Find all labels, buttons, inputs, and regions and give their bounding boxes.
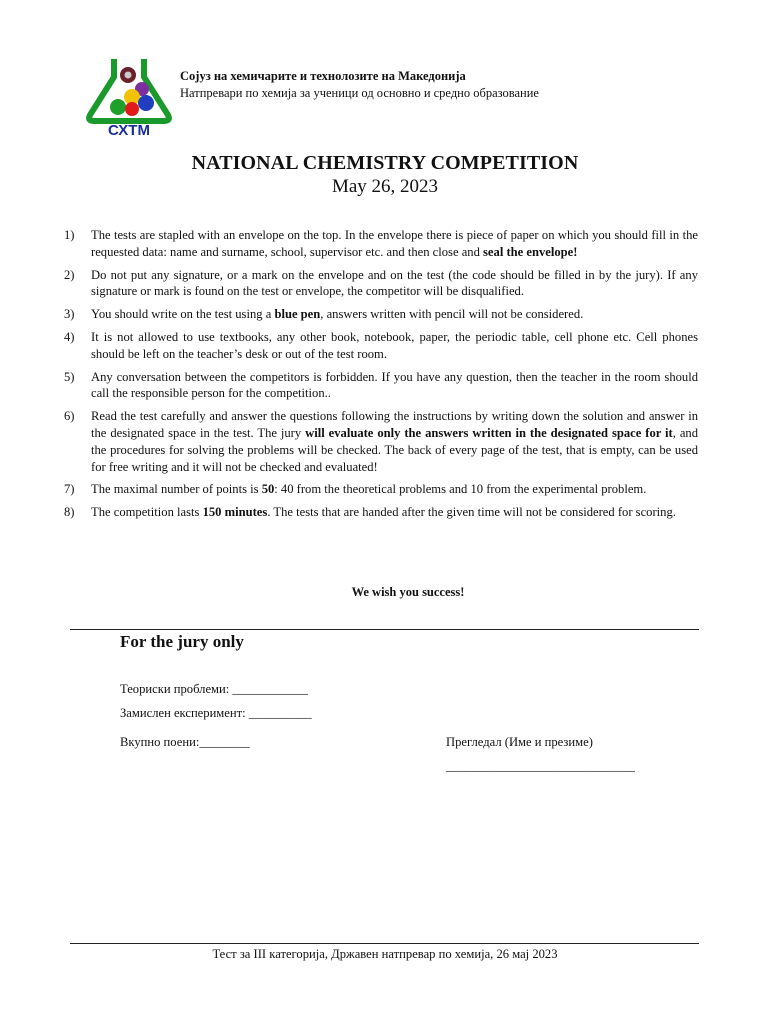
rule-text-part: . The tests that are handed after the given time will not be considered for scoring.: [267, 505, 676, 520]
rule-number: 8): [64, 505, 75, 520]
rule-text: [91, 369, 698, 403]
logo-text: СХТМ: [108, 122, 150, 137]
rule-number: 2): [64, 267, 75, 282]
rule-number: 6): [64, 409, 75, 424]
wish-message: We wish you success!: [351, 585, 465, 599]
rule-emphasis: blue pen: [274, 307, 321, 322]
experiment-field: Замислен експеримент: __________: [120, 706, 312, 720]
org-subtitle: Натпревари по хемија за ученици од основно и средно образование: [180, 86, 539, 100]
rule-text: [91, 306, 698, 323]
divider-bottom: [70, 943, 699, 944]
rule-text-part: The maximal number of points is: [91, 482, 262, 497]
schtm-logo: [84, 55, 174, 137]
rule-item: [64, 267, 698, 301]
rule-text-part: Any conversation between the competitors is forbidden. If you have any question, then the teacher in the room should call the responsible person for the competition..: [91, 369, 698, 401]
jury-section-title: For the jury only: [120, 632, 244, 651]
competition-date: May 26, 2023: [331, 176, 439, 197]
organization-header: [180, 68, 539, 102]
rule-text-part: It is not allowed to use textbooks, any other book, notebook, paper, the periodic table, cell phone etc. Cell phones should be left on the teacher’s desk or out of the test room.: [91, 329, 698, 361]
page-title: NATIONAL CHEMISTRY COMPETITION: [191, 152, 579, 174]
divider-top: [70, 629, 699, 630]
theory-problems-field: Теориски проблеми: ____________: [120, 682, 308, 696]
rule-text-part: You should write on the test using a: [91, 307, 275, 322]
rule-number: 7): [64, 482, 75, 497]
total-points-field: Вкупно поени:________: [120, 735, 250, 749]
rule-text-part: , answers written with pencil will not be considered.: [320, 307, 584, 322]
rule-item: [64, 481, 698, 498]
rule-item: [64, 369, 698, 403]
rule-item: [64, 306, 698, 323]
rule-number: 3): [64, 307, 75, 322]
rule-number: 1): [64, 228, 75, 242]
rule-text-part: The competition lasts: [91, 505, 203, 520]
rule-text-part: , and the procedures for solving the problems will be checked. The back of every page of the test, that is empty, can be used for free writing and it will not be checked and evaluated!: [91, 425, 698, 474]
rule-item: [64, 408, 698, 475]
reviewer-signature-line: ______________________________: [446, 759, 635, 773]
rule-number: 5): [64, 369, 75, 384]
rule-text-part: The tests are stapled with an envelope on the top. In the envelope there is piece of paper on which you should fill in the requested data: name and surname, school, supervisor etc. and then close and: [91, 228, 698, 259]
rule-text: [91, 481, 698, 498]
rule-text: [91, 504, 698, 521]
rule-text: [91, 408, 698, 475]
rule-text: [91, 267, 698, 301]
rule-number: 4): [64, 329, 75, 344]
rule-text: [91, 329, 698, 363]
rule-item: [64, 329, 698, 363]
rule-text: [91, 227, 698, 261]
rule-emphasis: 50: [261, 482, 275, 497]
rule-item: [64, 504, 698, 521]
rule-text-part: Read the test carefully and answer the questions following the instructions by writing down the solution and answer in the designated space in the test. The jury: [91, 409, 698, 440]
reviewer-label: Прегледал (Име и презиме): [446, 735, 593, 749]
rule-item: [64, 227, 698, 261]
rule-emphasis: seal the envelope!: [483, 244, 578, 259]
org-name: Сојуз на хемичарите и технолозите на Македонија: [180, 69, 466, 83]
rule-text-part: Do not put any signature, or a mark on the envelope and on the test (the code should be filled in by the jury). If any signature or mark is found on the test or envelope, the competitor will be disqualified.: [91, 267, 698, 299]
rule-text-part: : 40 from the theoretical problems and 10 from the experimental problem.: [274, 482, 647, 497]
rule-emphasis: will evaluate only the answers written in the designated space for it: [305, 425, 673, 440]
rule-emphasis: 150 minutes: [202, 505, 268, 520]
rules-list: [64, 227, 698, 527]
page-footer: Тест за III категорија, Државен натпревар по хемија, 26 мај 2023: [212, 947, 558, 961]
